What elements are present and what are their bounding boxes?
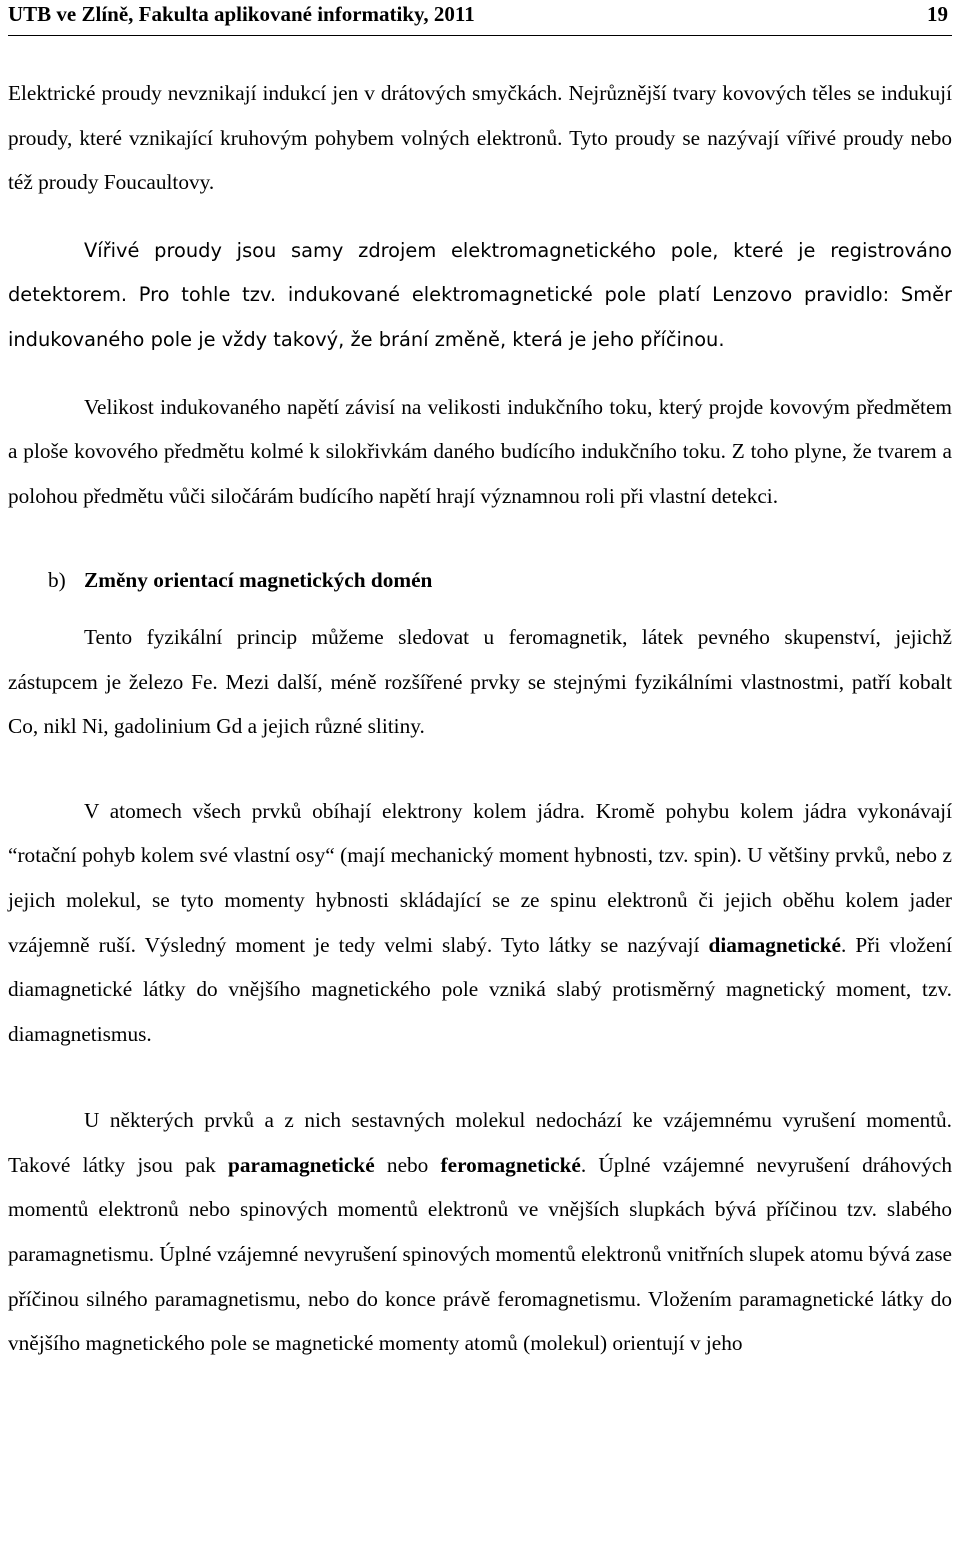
section-label: b) <box>48 568 66 593</box>
spacer <box>8 36 952 71</box>
paragraph-induced-voltage: Velikost indukovaného napětí závisí na velikosti indukčního toku, který projde kovovým předmětem a ploše kovového předmětu kolmé k silokřivkám daného budícího indukčního toku. Z toho plyne, že tvarem a polohou předmětu vůči siločárám budícího napětí hrají významnou roli při vlastní detekci. <box>8 394 952 508</box>
text-run: . Při vložení diamagnetické látky do vnějšího magnetického pole vzniká slabý protisměrný magnetický moment, tzv. diamagnetismus. <box>8 932 953 1046</box>
page-number: 19 <box>927 2 948 26</box>
term-paramagnetic: paramagnetické <box>228 1152 375 1177</box>
text-run: U některých prvků a z nich sestavných molekul nedochází ke vzájemnému vyrušení momentů. Takové látky jsou pak <box>8 1108 952 1177</box>
term-diamagnetic: diamagnetické <box>708 932 841 957</box>
paragraph-paramagnetism <box>8 1098 952 1366</box>
page-header <box>8 0 952 36</box>
paragraph-eddy-currents-intro: Elektrické proudy nevznikají indukcí jen v drátových smyčkách. Nejrůznější tvary kovových těles se indukují proudy, které vznikající kruhovým pohybem volných elektronů. Tyto proudy se nazývají vířivé proudy nebo též proudy Foucaultovy. <box>8 81 952 195</box>
paragraph-ferromagnetics: Tento fyzikální princip můžeme sledovat u feromagnetik, látek pevného skupenství, jejichž zástupcem je železo Fe. Mezi další, méně rozšířené prvky se stejnými fyzikálními vlastnostmi, patří kobalt Co, nikl Ni, gadolinium Gd a jejich různé slitiny. <box>8 624 952 739</box>
spacer <box>8 518 952 558</box>
section-title: Změny orientací magnetických domén <box>84 568 433 593</box>
spacer <box>8 205 952 229</box>
paragraph-diamagnetism <box>8 789 952 1057</box>
spacer <box>8 363 952 385</box>
spacer <box>8 1056 952 1098</box>
spacer <box>8 749 952 789</box>
text-run: . Úplné vzájemné nevyrušení dráhových momentů elektronů nebo spinových momentů elektronů ve vnějších slupkách bývá příčinou tzv. slabého paramagnetismu. Úplné vzájemné nevyrušení spinových momentů elektronů vnitřních slupek atomu bývá zase příčinou silného paramagnetismu, nebo do konce právě feromagnetismu. Vložením paramagnetické látky do vnějšího magnetického pole se magnetické momenty atomů (molekul) orientují v jeho <box>8 1152 952 1356</box>
text-run: nebo <box>374 1152 441 1177</box>
spacer <box>8 603 952 615</box>
term-ferromagnetic: feromagnetické <box>440 1152 581 1177</box>
section-heading-b <box>8 558 952 603</box>
paragraph-eddy-currents-field: Vířivé proudy jsou samy zdrojem elektromagnetického pole, které je registrováno detektorem. Pro tohle tzv. indukované elektromagnetické pole platí Lenzovo pravidlo: Směr indukovaného pole je vždy takový, že brání změně, která je jeho příčinou. <box>8 238 952 351</box>
header-title: UTB ve Zlíně, Fakulta aplikované informatiky, 2011 <box>8 2 475 26</box>
text-run: V atomech všech prvků obíhají elektrony kolem jádra. Kromě pohybu kolem jádra vykonávají “rotační pohyb kolem své vlastní osy“ (mají mechanický moment hybnosti, tzv. spin). U většiny prvků, nebo z jejich molekul, se tyto momenty hybnosti skládající se ze spinu elektronů či jejich oběhu kolem jader vzájemně ruší. Výsledný moment je tedy velmi slabý. Tyto látky se nazývají <box>8 798 952 957</box>
